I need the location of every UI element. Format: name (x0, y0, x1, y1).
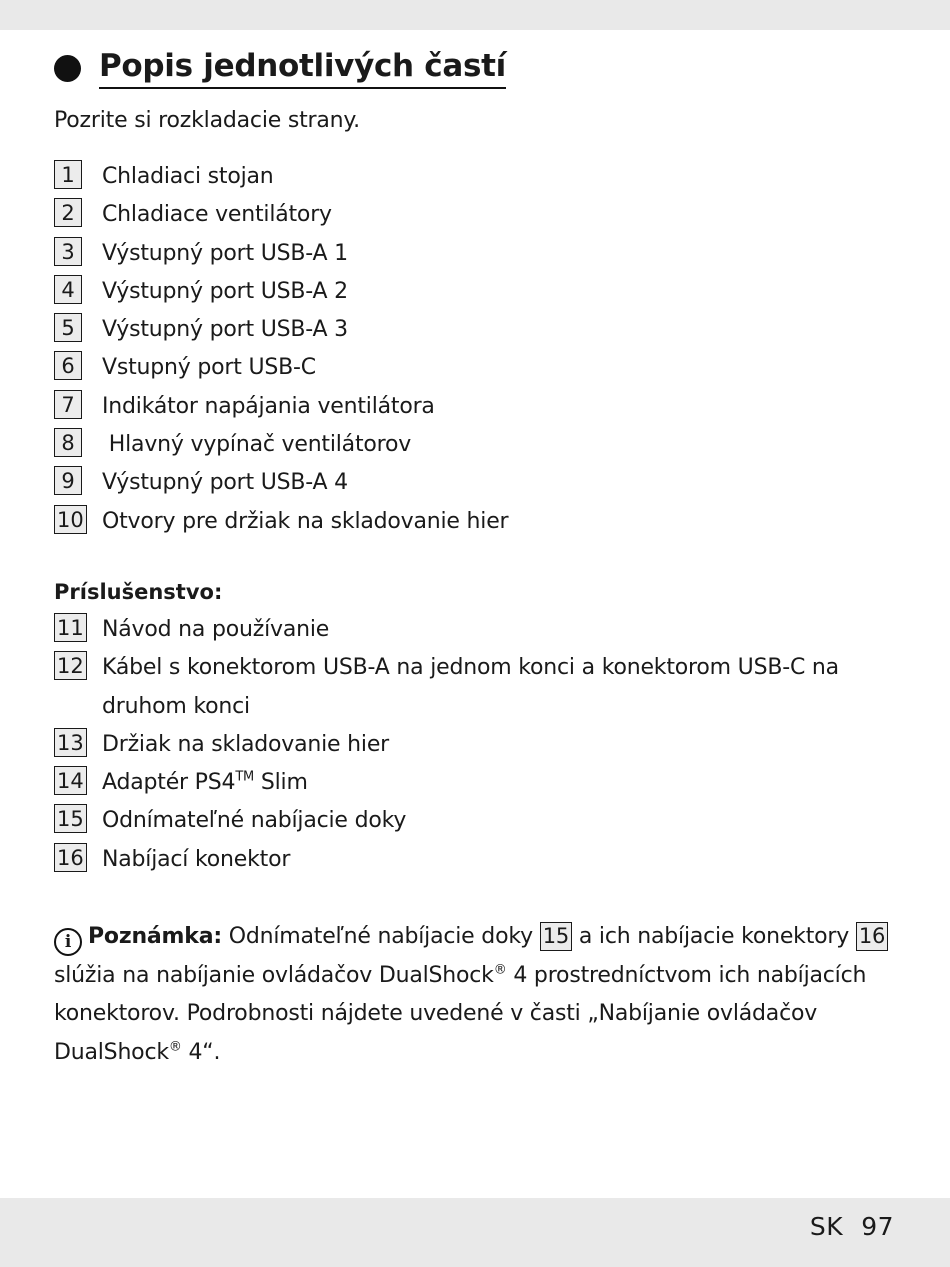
item-label: Vstupný port USB-C (102, 355, 316, 381)
item-label: Hlavný vypínač ventilátorov (102, 432, 412, 458)
section-heading (54, 46, 506, 89)
item-number-box: 8 (54, 428, 82, 457)
item-label: Indikátor napájania ventilátora (102, 393, 435, 419)
item-label: Výstupný port USB-A 4 (102, 470, 348, 496)
item-label: Výstupný port USB-A 2 (102, 278, 348, 304)
note-block (54, 918, 904, 1072)
item-number-box: 2 (54, 198, 82, 227)
item-number-box: 9 (54, 466, 82, 495)
top-band (0, 0, 950, 30)
item-number-box: 7 (54, 390, 82, 419)
item-number-box: 1 (54, 160, 82, 189)
item-label: Chladiace ventilátory (102, 202, 332, 228)
part-reference: 15 (540, 922, 572, 951)
note-text: slúžia na nabíjanie ovládačov DualShock (54, 962, 494, 988)
item-number-box: 16 (54, 843, 87, 872)
note-text: a ich nabíjacie konektory (572, 924, 856, 949)
item-label: Výstupný port USB-A 1 (102, 240, 348, 266)
item-number-box: 4 (54, 275, 82, 304)
item-number-box: 14 (54, 766, 87, 795)
item-label-text-after: Slim (254, 770, 308, 796)
item-number-box: 15 (54, 804, 87, 833)
item-number-box: 5 (54, 313, 82, 342)
info-icon: i (54, 928, 82, 956)
item-label: Nabíjací konektor (102, 846, 291, 872)
item-label (102, 764, 892, 802)
page-footer (810, 1212, 894, 1242)
item-label: Držiak na skladovanie hier (102, 731, 390, 757)
intro-text: Pozrite si rozkladacie strany. (54, 108, 360, 133)
footer-band (0, 1198, 950, 1267)
item-label: Návod na používanie (102, 617, 330, 642)
item-label: Odnímateľné nabíjacie doky (102, 808, 407, 834)
item-number-box: 10 (54, 505, 87, 534)
item-number-box: 6 (54, 351, 82, 380)
note-text: Odnímateľné nabíjacie doky (221, 924, 540, 949)
bullet-icon (54, 55, 81, 82)
registered-sup: ® (493, 962, 507, 978)
note-text: 4 prostredníctvom ich nabíjacích konektorov. Podrobnosti nájdete uvedené v časti „Nabíjanie ovládačov DualShock (54, 962, 867, 1065)
trademark-sup: TM (235, 769, 255, 785)
part-reference: 16 (856, 922, 888, 951)
language-code: SK (809, 1212, 844, 1241)
section-title: Popis jednotlivých častí (99, 46, 506, 89)
item-number-box: 12 (54, 651, 87, 680)
page-number: 97 (861, 1212, 894, 1241)
item-label-text: Adaptér PS4 (102, 770, 236, 796)
item-label: Chladiaci stojan (102, 164, 274, 189)
registered-sup: ® (168, 1039, 182, 1055)
item-label: Otvory pre držiak na skladovanie hier (102, 508, 509, 534)
item-label: Výstupný port USB-A 3 (102, 317, 348, 343)
item-number-box: 11 (54, 613, 87, 642)
item-number-box: 3 (54, 237, 82, 266)
item-number-box: 13 (54, 728, 87, 757)
note-text: 4“. (181, 1039, 221, 1065)
accessories-heading: Príslušenstvo: (54, 580, 223, 604)
item-label: Kábel s konektorom USB-A na jednom konci a konektorom USB-C na druhom konci (102, 655, 839, 719)
note-label: Poznámka: (88, 924, 222, 949)
